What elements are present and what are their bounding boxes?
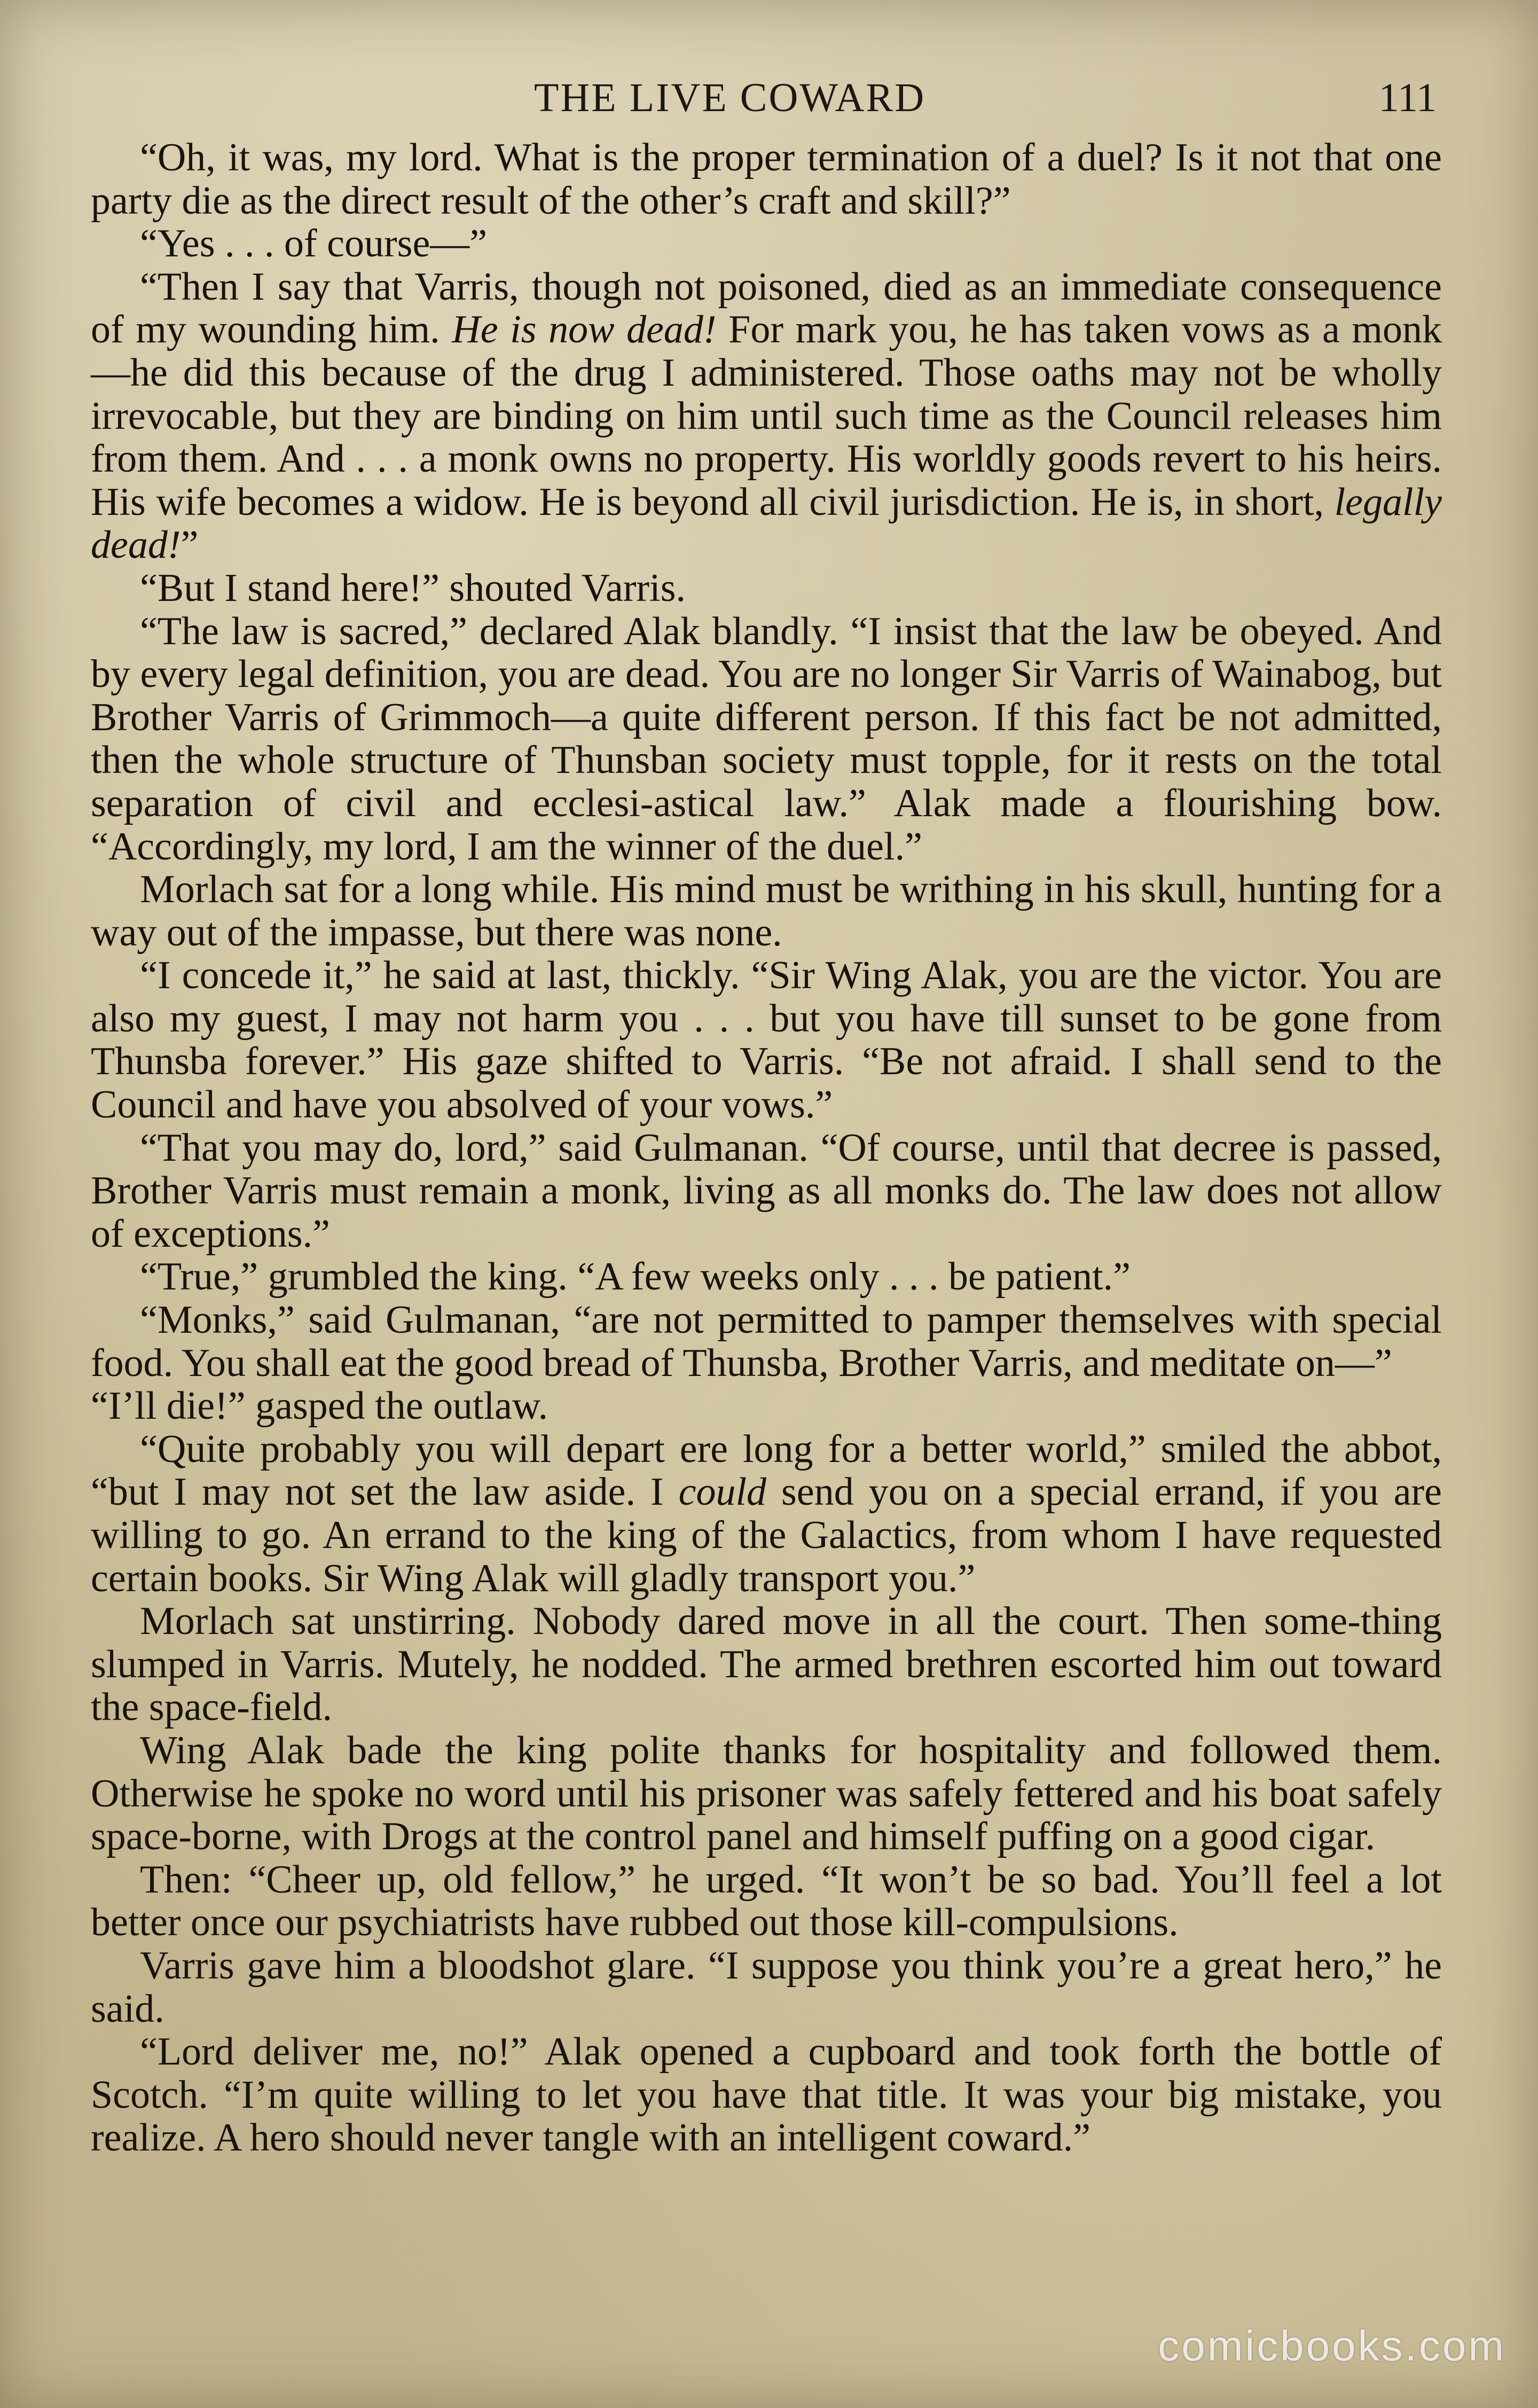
text-run: “I concede it,” he said at last, thickly. “Sir Wing Alak, you are the victor. You are also my guest, I may not harm you . . . but you have till sunset to be gone from Thunsba forever.” His gaze shifted to Varris. “Be not afraid. I shall send to the Council and have you absolved of your vows.” [91, 953, 1442, 1127]
paragraph [91, 1299, 1442, 1385]
text-run: “Lord deliver me, no!” Alak opened a cupboard and took forth the bottle of Scotch. “I’m quite willing to let you have that title. It was your big mistake, you realize. A hero should never tangle with an intelligent coward.” [91, 2030, 1442, 2160]
running-head: THE LIVE COWARD [534, 75, 926, 120]
italic-text: could [678, 1470, 767, 1514]
paragraph [91, 1385, 1442, 1428]
page-number: 111 [1378, 75, 1437, 120]
text-run: send you on a special errand, if you are willing to go. An errand to the king of the Galactics, from whom I have requested certain books. Sir Wing Alak will gladly transport you.” [91, 1470, 1442, 1600]
paragraph [91, 222, 1442, 265]
text-run: Wing Alak bade the king polite thanks for hospitality and followed them. Otherwise he spoke no word until his prisoner was safely fettered and his boat safely space-borne, with Drogs at the control panel and himself puffing on a good cigar. [91, 1728, 1442, 1859]
text-run: Then: “Cheer up, old fellow,” he urged. “It won’t be so bad. You’ll feel a lot better once our psychiatrists have rubbed out those kill-compulsions. [91, 1857, 1442, 1945]
text-run: For mark you, he has taken vows as a monk—he did this because of the drug I administered. Those oaths may not be wholly irrevocable, but they are binding on him until such time as the Council releases him from them. And . . . a monk owns no property. His worldly goods revert to his heirs. His wife becomes a widow. He is beyond all civil jurisdiction. He is, in short, [91, 308, 1442, 524]
paragraph [91, 1944, 1442, 2030]
watermark: comicbooks.com [1158, 2322, 1506, 2370]
paragraph [91, 567, 1442, 610]
paragraph [91, 1729, 1442, 1858]
paragraph [91, 1600, 1442, 1729]
text-run: Morlach sat unstirring. Nobody dared move in all the court. Then some-thing slumped in Varris. Mutely, he nodded. The armed brethren escorted him out toward the space-field. [91, 1599, 1442, 1730]
paragraph [91, 265, 1442, 567]
italic-text: legally dead! [91, 480, 1442, 567]
italic-text: He is now dead! [452, 308, 717, 352]
text-run: Morlach sat for a long while. His mind must be writhing in his skull, hunting for a way out of the impasse, but there was none. [91, 867, 1442, 955]
text-run: ” [181, 523, 199, 567]
text-run: “Monks,” said Gulmanan, “are not permitted to pamper themselves with special food. You shall eat the good bread of Thunsba, Brother Varris, and meditate on—” [91, 1298, 1442, 1385]
text-run: “Oh, it was, my lord. What is the proper termination of a duel? Is it not that one party die as the direct result of the other’s craft and skill?” [91, 136, 1442, 223]
text-run: “True,” grumbled the king. “A few weeks only . . . be patient.” [140, 1255, 1131, 1299]
paragraph [91, 1255, 1442, 1299]
paragraph [91, 1858, 1442, 1944]
paragraph [91, 1127, 1442, 1256]
paragraph [91, 136, 1442, 222]
text-run: “But I stand here!” shouted Varris. [140, 566, 686, 610]
text-run: Varris gave him a bloodshot glare. “I suppose you think you’re a great hero,” he said. [91, 1943, 1442, 2031]
paragraph [91, 954, 1442, 1126]
text-run: “That you may do, lord,” said Gulmanan. “Of course, until that decree is passed, Brother Varris must remain a monk, living as all monks do. The law does not allow of exceptions.” [91, 1125, 1442, 1256]
paragraph [91, 2030, 1442, 2160]
paragraph [91, 1428, 1442, 1600]
paragraph [91, 610, 1442, 869]
text-run: “The law is sacred,” declared Alak blandly. “I insist that the law be obeyed. And by every legal definition, you are dead. You are no longer Sir Varris of Wainabog, but Brother Varris of Grimmoch—a quite different person. If this fact be not admitted, then the whole structure of Thunsban society must topple, for it rests on the total separation of civil and ecclesi-astical law.” Alak made a flourishing bow. “Accordingly, my lord, I am the winner of the duel.” [91, 609, 1442, 869]
text-run: “Quite probably you will depart ere long for a better world,” smiled the abbot, “but I may not set the law aside. I [91, 1427, 1442, 1514]
paragraph [91, 868, 1442, 954]
text-run: “Yes . . . of course—” [140, 222, 488, 266]
text-run: “I’ll die!” gasped the outlaw. [91, 1384, 548, 1428]
body-text [91, 136, 1442, 2160]
page-header [91, 69, 1437, 128]
text-run: “Then I say that Varris, though not poisoned, died as an immediate consequence of my wounding him. [91, 264, 1442, 352]
